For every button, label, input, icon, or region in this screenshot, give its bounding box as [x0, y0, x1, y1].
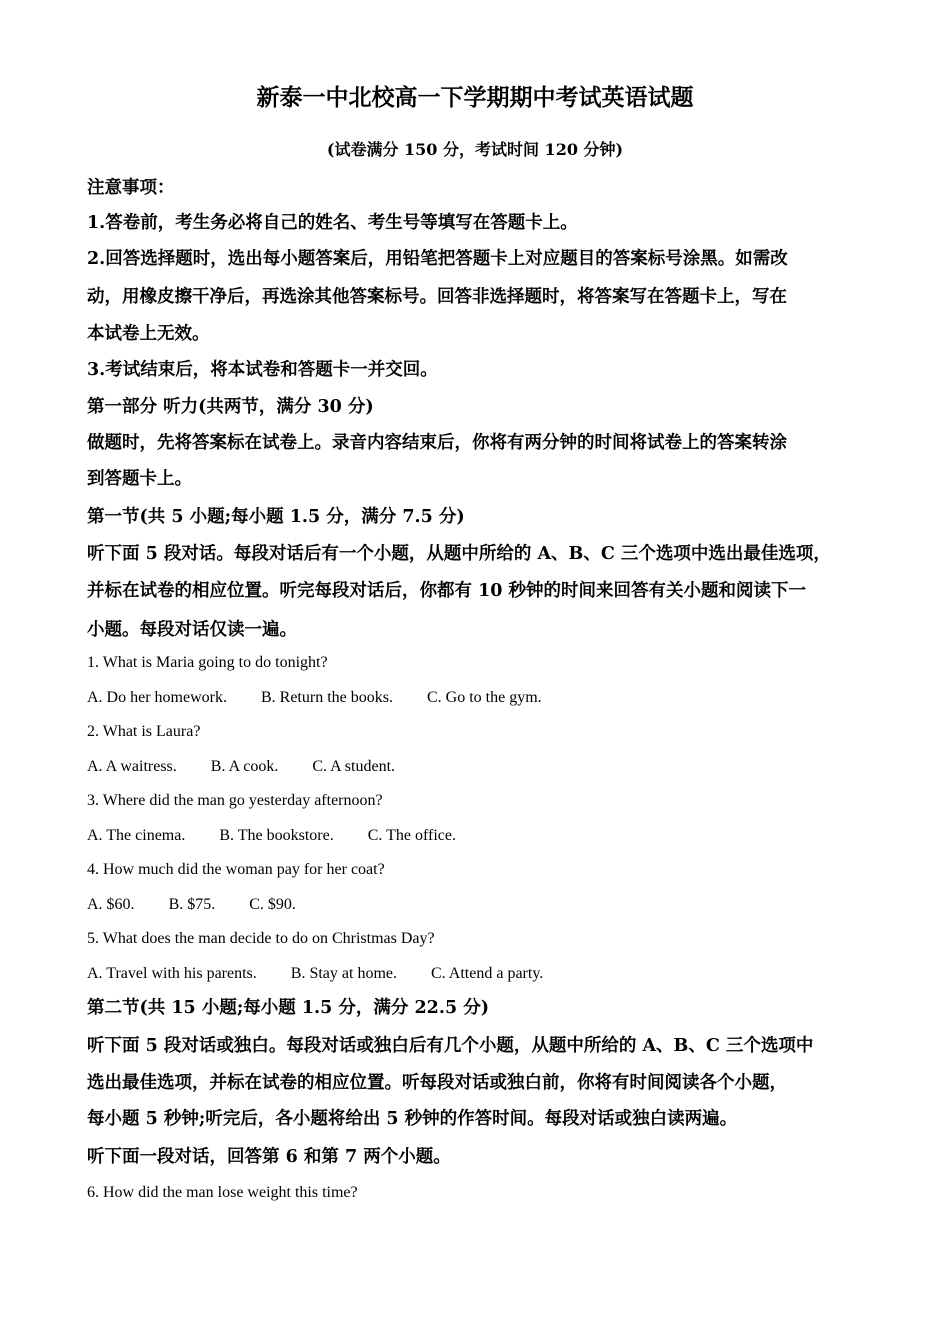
question-1-options: [87, 687, 542, 709]
question-2-option-b: B. A cook.: [210, 758, 279, 775]
section2-instruction-line-1: 听下面 5 段对话或独白。每段对话或独白后有几个小题，从题中所给的 A、B、C 三个选项中: [87, 1036, 814, 1056]
question-4-option-a: A. $60.: [87, 896, 135, 913]
section1-instruction-line-2: 并标在试卷的相应位置。听完每段对话后，你都有 10 秒钟的时间来回答有关小题和阅读下一: [87, 581, 807, 601]
question-1-option-a: A. Do her homework.: [87, 689, 227, 706]
question-3-option-c: C. The office.: [367, 827, 456, 844]
exam-title: 新泰一中北校高一下学期期中考试英语试题: [256, 84, 694, 111]
question-2-option-a: A. A waitress.: [87, 758, 177, 775]
section2-instruction-line-2: 选出最佳选项，并标在试卷的相应位置。听每段对话或独白前，你将有时间阅读各个小题，: [87, 1073, 787, 1093]
notice-heading: 注意事项：: [87, 178, 175, 198]
notice-item-2-line-2: 动，用橡皮擦干净后，再选涂其他答案标号。回答非选择题时，将答案写在答题卡上，写在: [87, 287, 787, 307]
notice-item-1: 1.答卷前，考生务必将自己的姓名、考生号等填写在答题卡上。: [87, 213, 578, 233]
exam-subtitle: (试卷满分 150 分，考试时间 120 分钟): [326, 140, 624, 159]
question-2: 2. What is Laura?: [87, 723, 201, 740]
question-2-option-c: C. A student.: [312, 758, 396, 775]
part1-heading: 第一部分 听力(共两节，满分 30 分): [87, 397, 374, 417]
question-3-option-a: A. The cinema.: [87, 827, 186, 844]
section1-instruction-line-3: 小题。每段对话仅读一遍。: [87, 620, 297, 640]
question-3: 3. Where did the man go yesterday afternoon?: [87, 792, 383, 809]
question-6: 6. How did the man lose weight this time?: [87, 1184, 358, 1201]
question-3-option-b: B. The bookstore.: [219, 827, 334, 844]
section2-heading: 第二节(共 15 小题;每小题 1.5 分，满分 22.5 分): [87, 998, 489, 1018]
question-3-options: [87, 825, 456, 847]
question-5-options: [87, 963, 543, 985]
question-4: 4. How much did the woman pay for her coat?: [87, 861, 385, 878]
part1-intro-line-1: 做题时，先将答案标在试卷上。录音内容结束后，你将有两分钟的时间将试卷上的答案转涂: [87, 433, 787, 453]
question-5-option-b: B. Stay at home.: [290, 965, 397, 982]
section2-instruction-line-3: 每小题 5 秒钟;听完后，各小题将给出 5 秒钟的作答时间。每段对话或独白读两遍。: [87, 1109, 738, 1129]
question-5-option-a: A. Travel with his parents.: [87, 965, 257, 982]
question-2-options: [87, 756, 395, 778]
dialog-intro: 听下面一段对话，回答第 6 和第 7 两个小题。: [87, 1147, 451, 1167]
section1-instruction-line-1: 听下面 5 段对话。每段对话后有一个小题，从题中所给的 A、B、C 三个选项中选出最佳选项，: [87, 544, 831, 564]
question-4-options: [87, 894, 296, 916]
notice-item-3: 3.考试结束后，将本试卷和答题卡一并交回。: [87, 360, 438, 380]
question-4-option-b: B. $75.: [168, 896, 216, 913]
question-1-option-c: C. Go to the gym.: [426, 689, 542, 706]
question-5-option-c: C. Attend a party.: [431, 965, 544, 982]
notice-item-2-line-1: 2.回答选择题时，选出每小题答案后，用铅笔把答题卡上对应题目的答案标号涂黑。如需改: [87, 249, 788, 269]
question-1-option-b: B. Return the books.: [260, 689, 393, 706]
question-4-option-c: C. $90.: [249, 896, 296, 913]
notice-item-2-line-3: 本试卷上无效。: [87, 324, 210, 344]
section1-heading: 第一节(共 5 小题;每小题 1.5 分，满分 7.5 分): [87, 507, 465, 527]
part1-intro-line-2: 到答题卡上。: [87, 469, 192, 489]
question-1: 1. What is Maria going to do tonight?: [87, 654, 328, 671]
question-5: 5. What does the man decide to do on Christmas Day?: [87, 930, 435, 947]
